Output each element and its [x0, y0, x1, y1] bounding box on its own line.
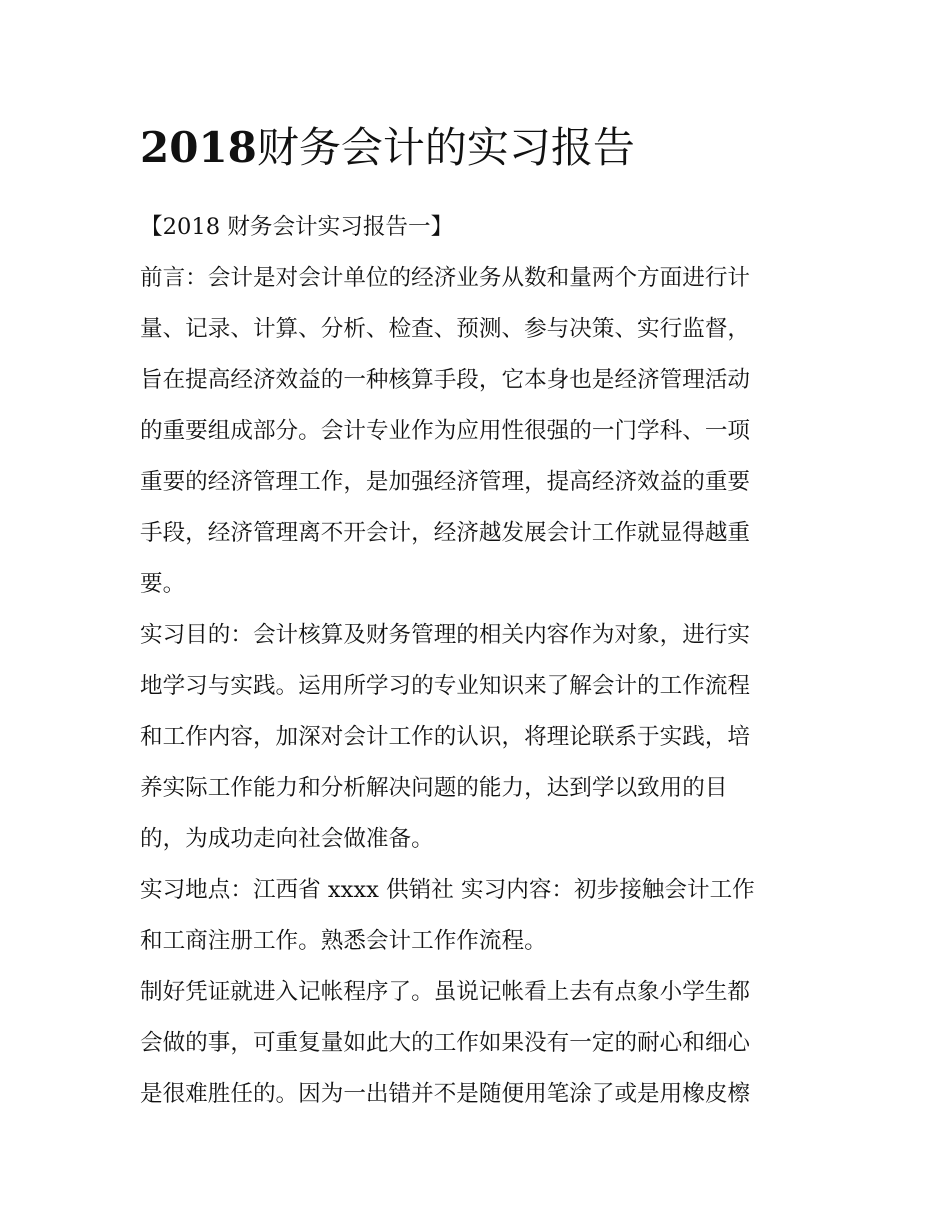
body-line: 旨在提高经济效益的一种核算手段，它本身也是经济管理活动: [140, 367, 751, 393]
title-text: 财务会计的实习报告: [256, 123, 635, 172]
body-line: 的，为成功走向社会做准备。: [140, 826, 434, 852]
body-line: 量、记录、计算、分析、检查、预测、参与决策、实行监督，: [140, 316, 751, 342]
body-line: 重要的经济管理工作，是加强经济管理，提高经济效益的重要: [140, 469, 751, 495]
body-line: 养实际工作能力和分析解决问题的能力，达到学以致用的目: [140, 775, 728, 801]
body-line: 是很难胜任的。因为一出错并不是随便用笔涂了或是用橡皮檫: [140, 1081, 751, 1107]
body-line: 和工作内容，加深对会计工作的认识，将理论联系于实践，培: [140, 724, 751, 750]
document-title: [140, 118, 840, 178]
subheading: 【2018 财务会计实习报告一】: [140, 214, 454, 240]
body-line: 前言：会计是对会计单位的经济业务从数和量两个方面进行计: [140, 265, 751, 291]
body-line: 实习目的：会计核算及财务管理的相关内容作为对象，进行实: [140, 622, 751, 648]
body-line: 制好凭证就进入记帐程序了。虽说记帐看上去有点象小学生都: [140, 979, 751, 1005]
body-line: 会做的事，可重复量如此大的工作如果没有一定的耐心和细心: [140, 1030, 751, 1056]
body-line: 实习地点：江西省 xxxx 供销社 实习内容：初步接触会计工作: [140, 877, 755, 903]
body-line: 的重要组成部分。会计专业作为应用性很强的一门学科、一项: [140, 418, 751, 444]
body-line: 和工商注册工作。熟悉会计工作作流程。: [140, 928, 547, 954]
body-line: 要。: [140, 571, 186, 597]
title-year: 2018: [140, 123, 257, 172]
document-body: [140, 202, 820, 1120]
body-line: 手段，经济管理离不开会计，经济越发展会计工作就显得越重: [140, 520, 751, 546]
body-line: 地学习与实践。运用所学习的专业知识来了解会计的工作流程: [140, 673, 751, 699]
